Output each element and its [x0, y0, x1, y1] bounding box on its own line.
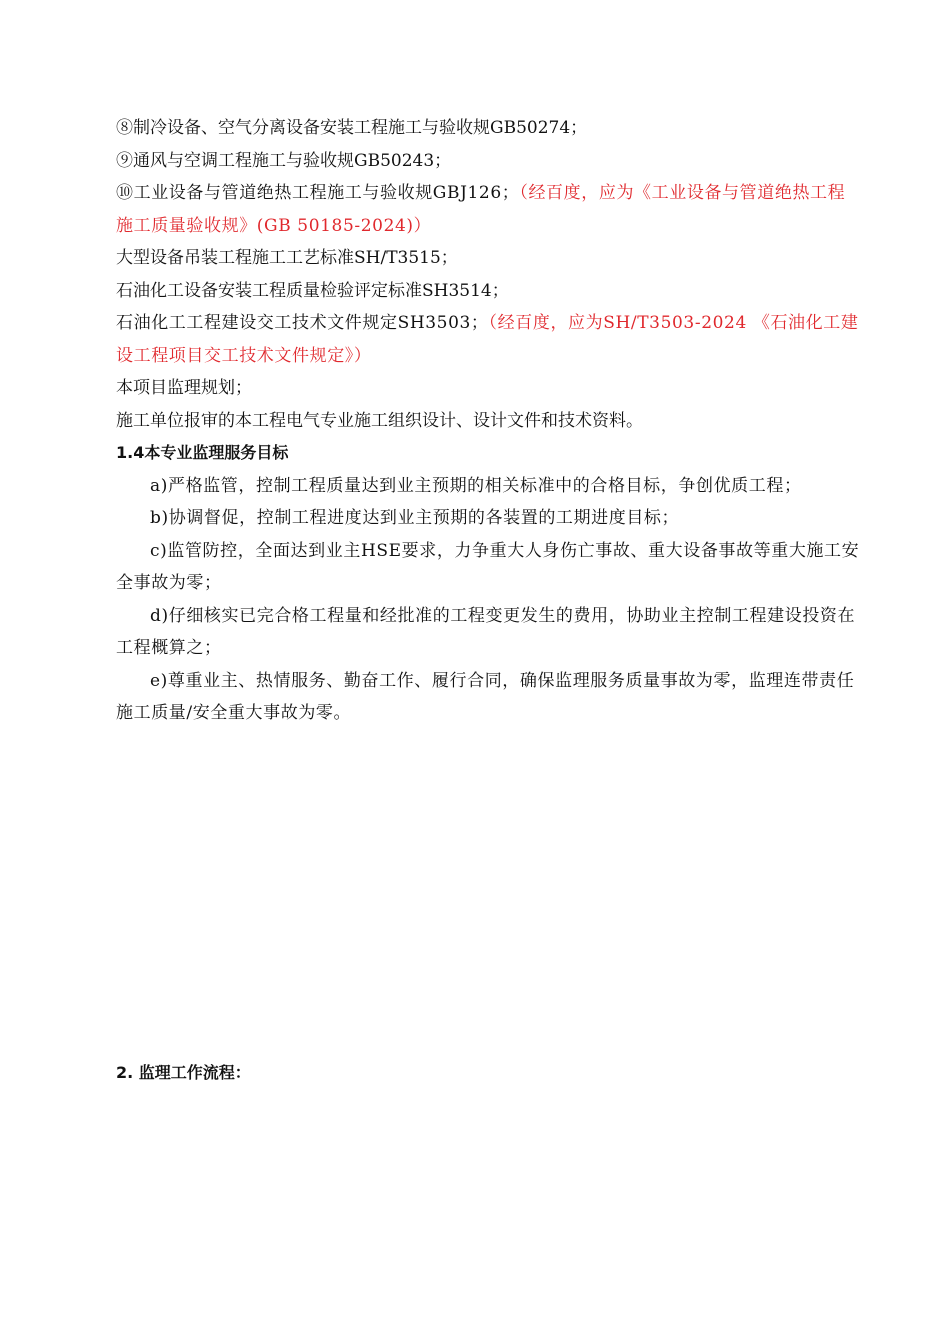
standard-gbj126: ⑩工业设备与管道绝热工程施工与验收规GBJ126；: [116, 183, 520, 203]
contractor-documents: 施工单位报审的本工程电气专业施工组织设计、设计文件和技术资料。: [116, 410, 643, 431]
goal-item-e: e)尊重业主、热情服务、勤奋工作、履行合同，确保监理服务质量事故为零，监理连带责任施工质量/安全重大事故为零。: [116, 670, 855, 723]
section-2-heading: 2. 监理工作流程：: [116, 1063, 251, 1082]
standard-sh-t3515: 大型设备吊装工程施工工艺标准SH/T3515；: [116, 248, 458, 268]
project-supervision-plan: 本项目监理规划；: [116, 378, 252, 398]
standard-sh3514: 石油化工设备安装工程质量检验评定标准SH3514；: [116, 280, 509, 301]
standard-sh3503-paragraph: [116, 307, 860, 372]
goal-item-c: c)监管防控，全面达到业主HSE要求，力争重大人身伤亡事故、重大设备事故等重大施工安全事故为零；: [116, 540, 860, 593]
standard-gbj126-paragraph: [116, 177, 860, 242]
standard-gb50274: ⑧制冷设备、空气分离设备安装工程施工与验收规GB50274；: [116, 118, 588, 138]
annotation-gb50185: （经百度，应为《工业设备与管道绝热工程施工质量验收规》(GB 50185-2024)）: [116, 183, 846, 236]
document-body: [116, 112, 860, 730]
standard-sh3503: 石油化工工程建设交工技术文件规定SH3503；: [116, 313, 489, 333]
goal-item-d: d)仔细核实已完合格工程量和经批准的工程变更发生的费用，协助业主控制工程建设投资在工程概算之；: [116, 605, 856, 658]
goal-item-b: b)协调督促，控制工程进度达到业主预期的各装置的工期进度目标；: [150, 508, 680, 528]
section-1-4-heading: 1.4本专业监理服务目标: [116, 443, 289, 462]
annotation-sh-t3503-2024: （经百度，应为SH/T3503-2024 《石油化工建设工程项目交工技术文件规定》）: [116, 313, 859, 366]
goal-item-a: a)严格监管，控制工程质量达到业主预期的相关标准中的合格目标，争创优质工程；: [150, 475, 802, 496]
standard-gb50243: ⑨通风与空调工程施工与验收规GB50243；: [116, 150, 452, 171]
